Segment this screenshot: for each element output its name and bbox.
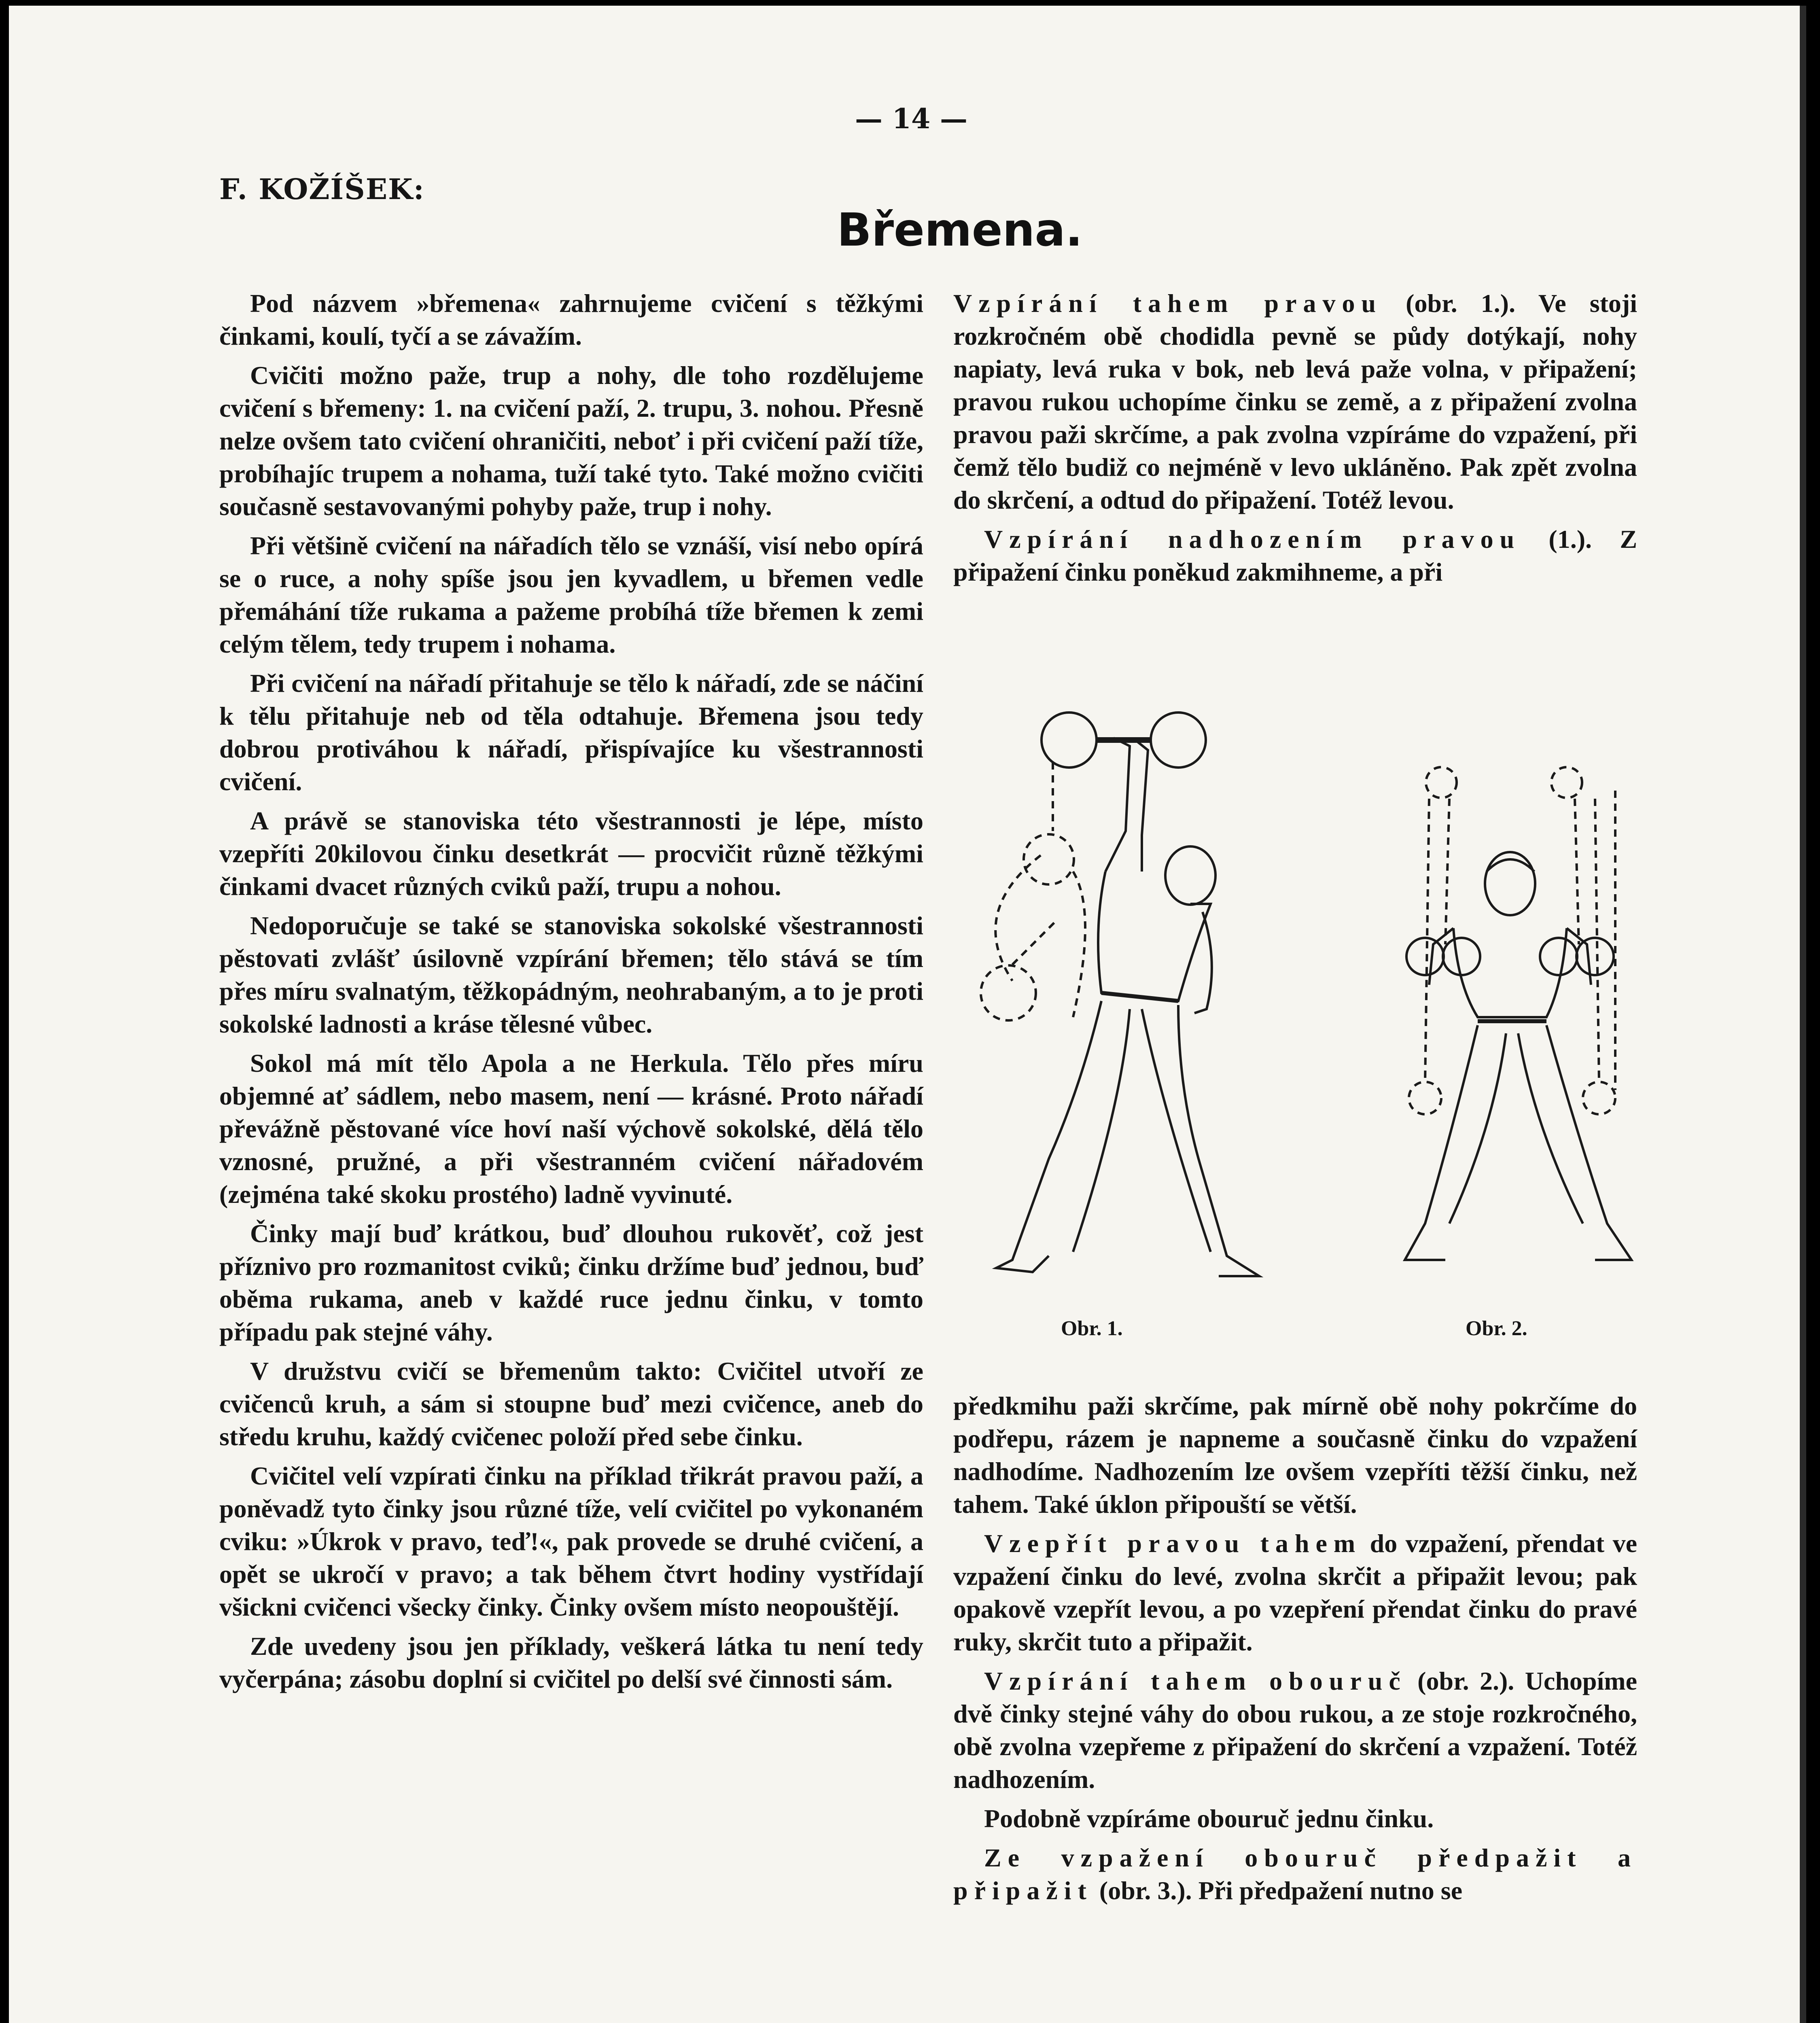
document-page xyxy=(9,6,1806,2023)
exercise-paragraph: Ze vzpažení obouruč předpažit a připažit (obr. 3.). Při předpažení nutno se xyxy=(953,1843,1637,1905)
left-column xyxy=(219,287,923,1702)
paragraph: Sokol má mít tělo Apola a ne Herkula. Tělo přes míru objemné ať sádlem, nebo masem, není — krásné. Proto nářadí převážně pěstované více hoví naší výchově sokolské, dělá tělo vznosné, pružné, a při všestranném cvičení nářadovém (zejména také skoku prostého) ladně vyvinuté. xyxy=(219,1049,923,1209)
paragraph: Podobně vzpíráme obouruč jednu činku. xyxy=(984,1804,1434,1833)
paragraph: Pod názvem »břemena« zahrnujeme cvičení s těžkými činkami, koulí, tyčí a se závažím. xyxy=(219,289,923,350)
figure-2-drawing xyxy=(1405,767,1631,1260)
figure-1-caption: Obr. 1. xyxy=(1061,1317,1123,1340)
figures-area xyxy=(952,702,1648,1349)
paragraph: A právě se stanoviska této všestrannosti je lépe, místo vzepříti 20kilovou činku desetkrát — procvičit různě těžkými činkami dvacet různých cviků paží, trupu a nohou. xyxy=(219,806,923,901)
paragraph: Cvičitel velí vzpírati činku na příklad třikrát pravou paží, a poněvadž tyto činky jsou různé tíže, velí cvičitel po vykonaném cviku: »Úkrok v pravo, teď!«, pak provede se druhé cvičení, a opět se ukročí v pravo; a tak během čtvrt hodiny vystřídají všickni cvičenci všecky činky. Činky ovšem místo neopouštějí. xyxy=(219,1461,923,1621)
page-edge-shadow xyxy=(1800,6,1806,2023)
exercise-paragraph: Vzepřít pravou tahem do vzpažení, přendat ve vzpažení činku do levé, zvolna skrčit a připažit levou; pak opakově vzepřít levou, a po vzepření přendat činku do pravé ruky, skrčit tuto a připažit. xyxy=(953,1529,1638,1656)
figures-illustration xyxy=(952,702,1648,1349)
paragraph: Nedoporučuje se také se stanoviska sokolské všestrannosti pěstovati zvlášť úsilovně vzpírání břemen; tělo stává se tím přes míru svalnatým, těžkopádným, neohrabaným, a to je proti sokolské ladnosti a kráse tělesné vůbec. xyxy=(219,911,923,1038)
exercise-name: Vzepřít pravou tahem xyxy=(984,1529,1362,1558)
paragraph: Zde uvedeny jsou jen příklady, veškerá látka tu není tedy vyčerpána; zásobu doplní si cvičitel po delší své činnosti sám. xyxy=(219,1632,923,1693)
author-name: F. KOŽÍŠEK: xyxy=(219,172,425,206)
right-column-bottom xyxy=(953,1389,1637,1913)
exercise-paragraph: Vzpírání tahem obouruč (obr. 2.). Uchopíme dvě činky stejné váhy do obou rukou, a ze stoje rozkročného, obě zvolna vzepřeme z připažení do skrčení a vzpažení. Totéž nadhozením. xyxy=(953,1667,1638,1794)
paragraph: Při většině cvičení na nářadích tělo se vznáší, visí nebo opírá se o ruce, a nohy spíše jsou jen kyvadlem, u břemen vedle přemáhání tíže rukama a pažeme probíhá tíže břemen k zemi celým tělem, tedy trupem i nohama. xyxy=(219,531,923,658)
paragraph: V družstvu cvičí se břemenům takto: Cvičitel utvoří ze cvičenců kruh, a sám si stoupne buď mezi cvičence, aneb do středu kruhu, každý cvičenec položí před sebe činku. xyxy=(219,1357,923,1451)
figure-2-caption: Obr. 2. xyxy=(1466,1317,1527,1340)
exercise-name: Vzpírání tahem obouruč xyxy=(984,1667,1407,1695)
right-column-top xyxy=(953,287,1637,595)
paragraph: Při cvičení na nářadí přitahuje se tělo k nářadí, zde se náčiní k tělu přitahuje neb od těla odtahuje. Břemena jsou tedy dobrou protiváhou k nářadí, přispívajíce ku všestrannosti cvičení. xyxy=(219,669,923,796)
figure-1-drawing xyxy=(981,713,1259,1276)
paragraph: Cvičiti možno paže, trup a nohy, dle toho rozdělujeme cvičení s břemeny: 1. na cvičení paží, 2. trupu, 3. nohou. Přesně nelze ovšem tato cvičení ohraničiti, neboť i při cvičení paží tíže, probíhajíc trupem a nohama, tuží také tyto. Také možno cvičiti současně sestavovanými pohyby paže, trup i nohy. xyxy=(219,361,923,521)
exercise-name: Ze vzpažení obouruč předpažit a připažit xyxy=(953,1843,1637,1905)
exercise-paragraph: Vzpírání tahem pravou (obr. 1.). Ve stoji rozkročném obě chodidla pevně se půdy dotýkají, nohy napiaty, levá ruka v bok, neb levá paže volna, v připažení; pravou rukou uchopíme činku se země, a z připažení zvolna pravou paži skrčíme, a pak zvolna vzpíráme do vzpažení, při čemž tělo budiž co nejméně v levo ukláněno. Pak zpět zvolna do skrčení, a odtud do připažení. Totéž levou. xyxy=(953,289,1638,514)
exercise-paragraph: Vzpírání nadhozením pravou (1.). Z připažení činku poněkud zakmihneme, a při xyxy=(953,525,1637,586)
paragraph: Činky mají buď krátkou, buď dlouhou rukověť, což jest příznivo pro rozmanitost cviků; činku držíme buď jednou, buď oběma rukama, aneb v každé ruce jednu činku, v tomto případu pak stejné váhy. xyxy=(219,1219,923,1346)
paragraph: předkmihu paži skrčíme, pak mírně obě nohy pokrčíme do podřepu, rázem je napneme a současně činku do vzpažení nadhodíme. Nadhozením lze ovšem vzepříti těžší činku, než tahem. Také úklon připouští se větší. xyxy=(953,1391,1637,1518)
page-number: — 14 — xyxy=(855,103,967,135)
exercise-name: Vzpírání nadhozením pravou xyxy=(984,525,1521,553)
exercise-name: Vzpírání tahem pravou xyxy=(953,289,1383,318)
article-title: Břemena. xyxy=(837,204,1083,257)
